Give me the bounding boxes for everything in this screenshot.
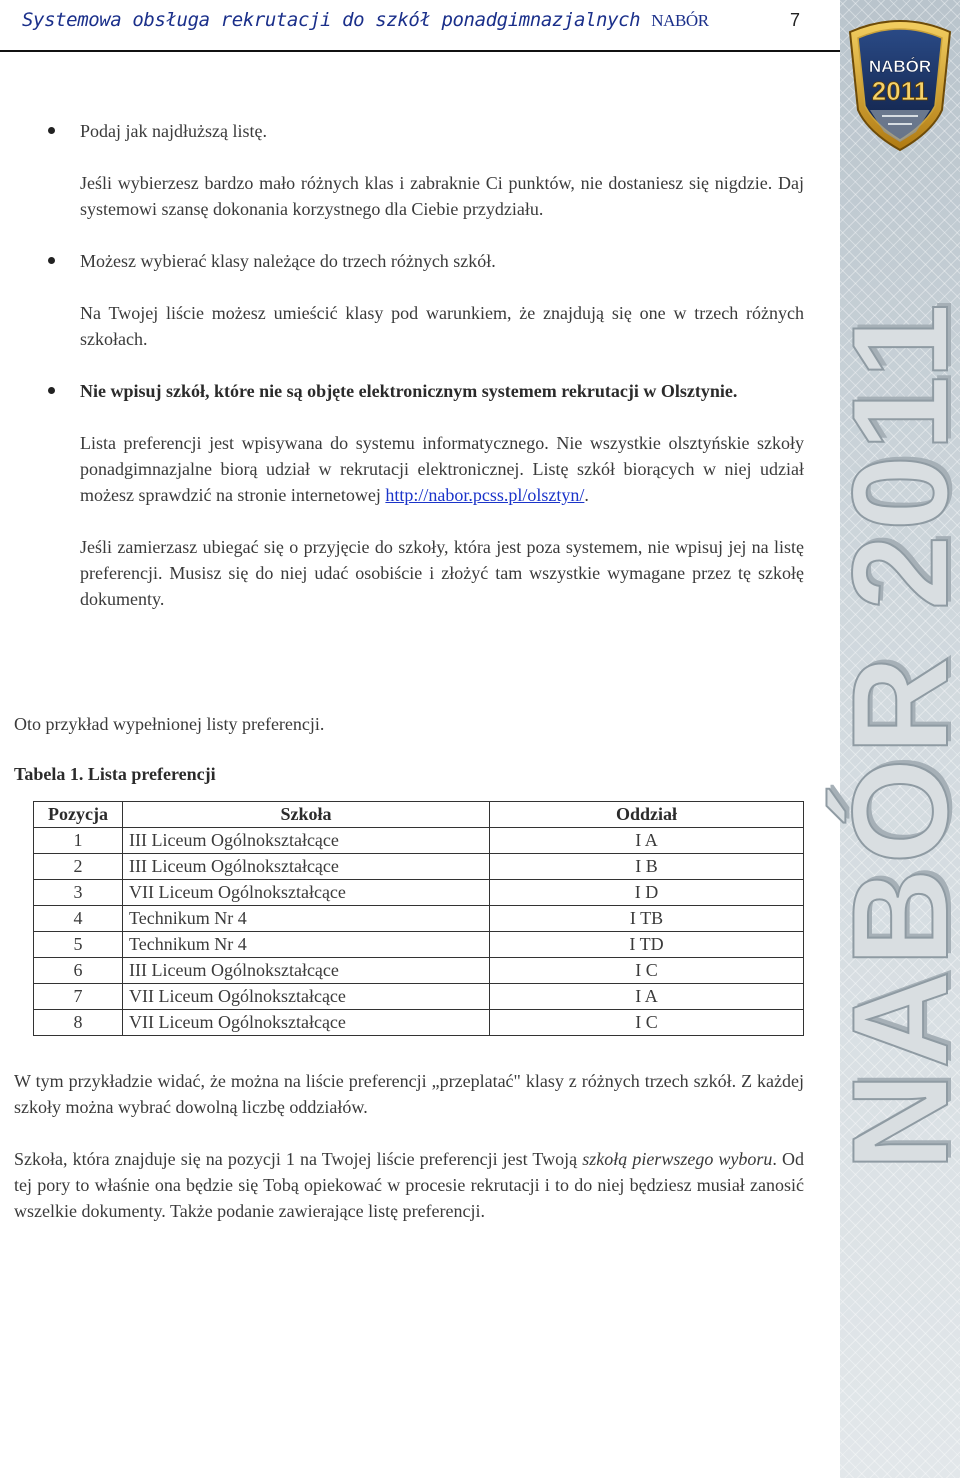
cell-school: VII Liceum Ogólnokształcące [123,1010,490,1036]
cell-position: 2 [34,854,123,880]
example-explanation: W tym przykładzie widać, że można na liście preferencji „przeplatać" klasy z różnych trzech szkół. Z każdej szkoły można wybrać dowolną liczbę oddziałów. [14,1071,804,1117]
paragraph-text: . Od tej pory to właśnie ona będzie się Tobą opiekować w procesie rekrutacji i to do niej będziesz musiał zanosić wszelkie dokumenty. Także podanie zawierające listę preferencji. [14,1149,804,1221]
preference-table [33,801,804,1036]
table-row [34,932,804,958]
tips-list [80,118,804,612]
cell-position: 6 [34,958,123,984]
table-row [34,958,804,984]
item-description: Na Twojej liście możesz umieścić klasy pod warunkiem, że znajdują się one w trzech różnych szkołach. [80,303,804,349]
table-row [34,906,804,932]
logo-text-nabor: NABÓR [868,57,932,76]
list-item [80,118,804,222]
cell-position: 4 [34,906,123,932]
table-caption: Tabela 1. Lista preferencji [14,764,216,784]
list-item [80,248,804,352]
cell-school: VII Liceum Ogólnokształcące [123,880,490,906]
bullet-dot [48,257,55,264]
item-title: Podaj jak najdłuższą listę. [80,121,267,141]
column-header-position: Pozycja [34,802,123,828]
item-description: Jeśli zamierzasz ubiegać się o przyjęcie do szkoły, która jest poza systemem, nie wpisuj jej na listę preferencji. Musisz się do niej udać osobiście i złożyć tam wszystkie wymagane przez tę szkołę dokumenty. [80,537,804,609]
item-title: Możesz wybierać klasy należące do trzech różnych szkół. [80,251,496,271]
cell-class: I D [490,880,804,906]
paragraph-text: Szkoła, która znajduje się na pozycji 1 na Twojej liście preferencji jest Twoją [14,1149,583,1169]
nabor-2011-logo [842,14,958,154]
item-description-text: Lista preferencji jest wpisywana do systemu informatycznego. Nie wszystkie olsztyńskie szkoły ponadgimnazjalne biorą udział w rekrutacji elektronicznej. Listę szkół biorących w niej udział możesz sprawdzić na stronie internetowej [80,433,804,505]
table-row [34,828,804,854]
column-header-school: Szkoła [123,802,490,828]
cell-class: I TD [490,932,804,958]
cell-class: I A [490,828,804,854]
item-description: Jeśli wybierzesz bardzo mało różnych klas i zabraknie Ci punktów, nie dostaniesz się nigdzie. Daj systemowi szansę dokonania korzystnego dla Ciebie przydziału. [80,173,804,219]
header-title-text: Systemowa obsługa rekrutacji do szkół ponadgimnazjalnych [22,9,641,31]
bullet-dot [48,127,55,134]
table-row [34,854,804,880]
cell-position: 8 [34,1010,123,1036]
cell-school: III Liceum Ogólnokształcące [123,854,490,880]
item-title: Nie wpisuj szkół, które nie są objęte elektronicznym systemem rekrutacji w Olsztynie. [80,381,738,401]
cell-school: III Liceum Ogólnokształcące [123,828,490,854]
header-title [22,9,709,31]
intro-text: Oto przykład wypełnionej listy preferencji. [14,714,325,734]
sidebar-banner [824,0,976,1478]
cell-class: I C [490,958,804,984]
table-row [34,984,804,1010]
table-header-row [34,802,804,828]
nabor-watermark: NABÓR 2011 [824,299,976,1171]
bullet-dot [48,387,55,394]
cell-class: I B [490,854,804,880]
header-brand: NABÓR [651,11,709,30]
column-header-class: Oddział [490,802,804,828]
cell-school: Technikum Nr 4 [123,932,490,958]
list-item [80,378,804,612]
cell-position: 1 [34,828,123,854]
cell-position: 7 [34,984,123,1010]
cell-position: 5 [34,932,123,958]
first-choice-term: szkołą pierwszego wyboru [582,1149,773,1169]
nabor-link[interactable]: http://nabor.pcss.pl/olsztyn/ [385,485,585,505]
cell-school: Technikum Nr 4 [123,906,490,932]
cell-class: I A [490,984,804,1010]
cell-class: I C [490,1010,804,1036]
cell-school: III Liceum Ogólnokształcące [123,958,490,984]
first-choice-paragraph [14,1146,804,1224]
cell-class: I TB [490,906,804,932]
link-suffix: . [584,485,589,505]
item-description [80,430,804,508]
cell-position: 3 [34,880,123,906]
table-row [34,880,804,906]
page-number: 7 [790,10,801,30]
page-header [0,0,840,52]
logo-text-year: 2011 [871,76,929,106]
table-row [34,1010,804,1036]
cell-school: VII Liceum Ogólnokształcące [123,984,490,1010]
